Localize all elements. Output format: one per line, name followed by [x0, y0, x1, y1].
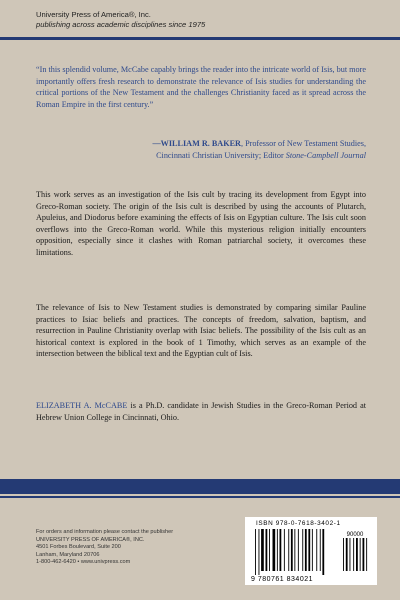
author-name: ELIZABETH A. McCABE	[36, 401, 128, 410]
endorsement-quote: “In this splendid volume, McCabe capably brings the reader into the intricate world of Isis, but more importantly offers fresh research to demonstrate the relevance of Isis studies for understanding the critical portions of the New Testament and the challenges Christianity faced as it spread across the Roman Empire in the first century.”	[36, 65, 366, 109]
orders-line-4: Lanham, Maryland 20706	[36, 551, 100, 558]
blue-band	[0, 479, 400, 494]
publisher-name: University Press of America®, Inc.	[36, 10, 151, 19]
endorser-name: —WILLIAM R. BAKER	[152, 139, 241, 148]
author-bio	[36, 400, 366, 423]
description-paragraph-2: The relevance of Isis to New Testament studies is demonstrated by comparing similar Pauline practices to Isiac beliefs and practices. The concepts of freedom, salvation, baptism, and resurrection in Pauline Christianity overlap with Isiac beliefs. The possibility of the Isis cult as an historical context is explored in the book of 1 Timothy, which serves as an example of the intersection between the biblical text and the Egyptian cult of Isis.	[36, 303, 366, 359]
orders-line-3: 4501 Forbes Boulevard, Suite 200	[36, 544, 121, 551]
publisher-tagline: publishing across academic disciplines since 1975	[36, 20, 206, 29]
barcode-digits: 9 780761 834021	[251, 576, 313, 583]
endorser-affiliation: Cincinnati Christian University; Editor	[156, 150, 286, 160]
description-paragraph-1: This work serves as an investigation of the Isis cult by tracing its development from Egypt into Greco-Roman society. The origin of the Isis cult is described by using the accounts of Plutarch, Apuleius, and Diodorus before examining the effects of Isis on Egyptian culture. The Isis cult soon overflows into the Greco-Roman world. While this mysterious religion initially encounters opposition, especially since it clashes with Roman patriarchal society, it overcomes these limitations.	[36, 190, 366, 257]
endorsement-attribution	[36, 138, 366, 161]
price-code: 90000	[346, 532, 364, 538]
orders-line-2: UNIVERSITY PRESS OF AMERICA®, INC.	[36, 536, 145, 543]
journal-title: Stone-Campbell Journal	[285, 150, 366, 160]
endorser-title: , Professor of New Testament Studies,	[240, 139, 366, 148]
publisher-block	[36, 10, 205, 30]
author-bio-text: is a Ph.D. candidate in Jewish Studies in the Greco-Roman Period at Hebrew Union College in Cincinnati, Ohio.	[36, 401, 366, 422]
orders-line-5: 1-800-462-6420 • www.univpress.com	[36, 559, 131, 566]
blue-band-rule	[0, 496, 400, 498]
top-rule	[0, 37, 400, 40]
orders-line-1: For orders and information please contact the publisher	[36, 529, 174, 535]
barcode-image	[255, 529, 375, 575]
isbn-label: ISBN 978-0-7618-3402-1	[256, 520, 341, 527]
orders-info	[36, 529, 173, 567]
